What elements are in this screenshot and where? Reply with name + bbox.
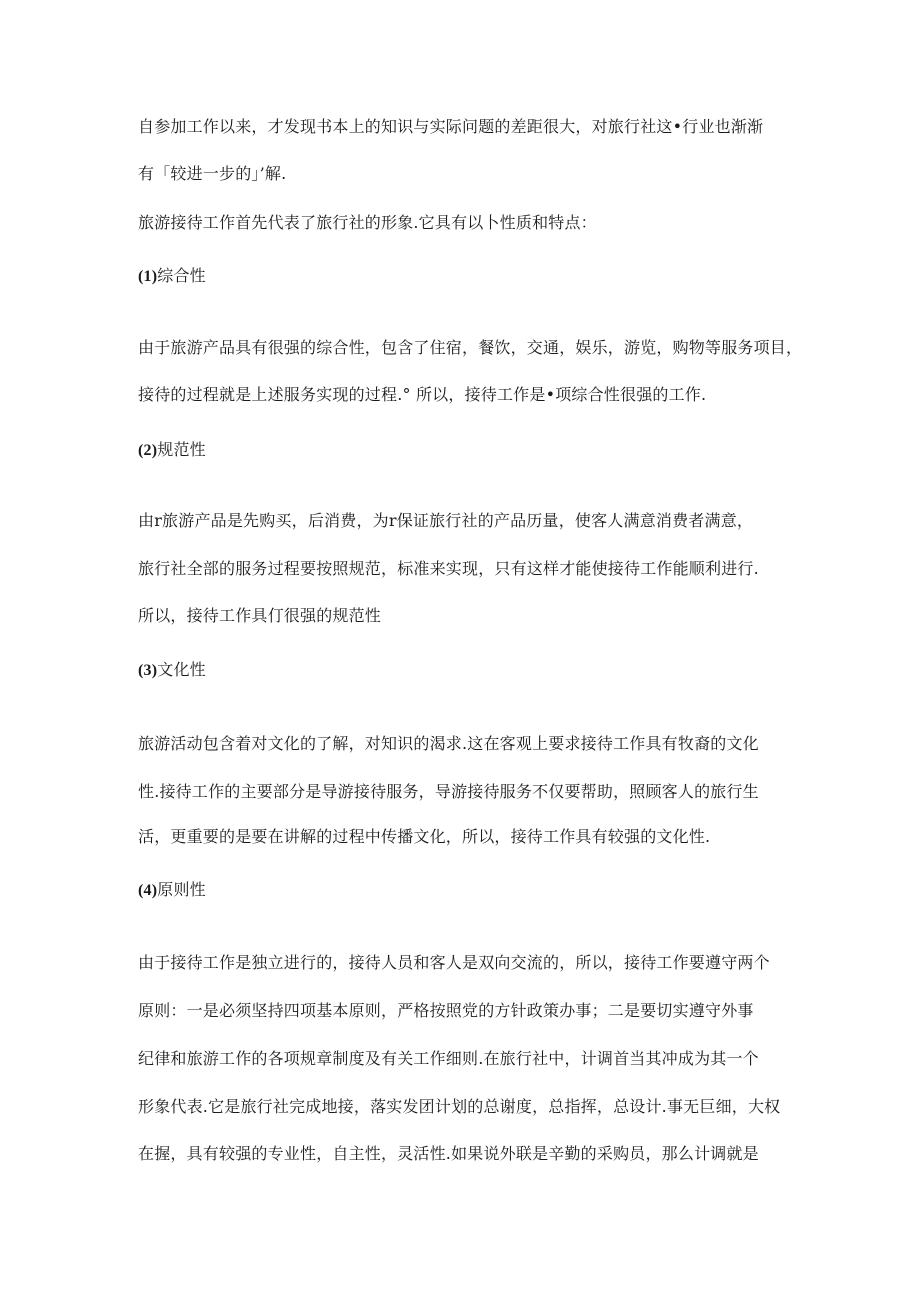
section-number: (2) — [138, 442, 158, 459]
paragraph-line: 形象代表.它是旅行社完成地接，落实发团计划的总谢度，总指挥，总设计.事无巨细，大权 — [138, 1097, 781, 1116]
section-number: (3) — [138, 662, 158, 679]
section-title: 原则性 — [157, 880, 206, 899]
paragraph-line: 在握，具有较强的专业性，自主性，灵活性.如果说外联是辛勤的采购员，那么计调就是 — [138, 1144, 759, 1163]
paragraph-line: 纪律和旅游工作的各项规章制度及有关工作细则.在旅行社中，计调首当其冲成为其一个 — [138, 1049, 759, 1068]
paragraph-line: 旅游接待工作首先代表了旅行社的形象.它具有以卜性质和特点： — [138, 213, 597, 232]
section-heading — [138, 440, 206, 461]
paragraph-line: 自参加工作以来，才发现书本上的知识与实际问题的差距很大，对旅行社这•行业也渐渐 — [138, 117, 764, 136]
section-number: (1) — [138, 268, 158, 285]
paragraph-line: 由于旅游产品具有很强的综合性，包含了住宿，餐饮，交通，娱乐，游览，购物等服务项目， — [138, 338, 803, 357]
section-heading — [138, 660, 206, 681]
paragraph-line: 由r旅游产品是先购买，后消费，为r保证旅行社的产品历量，使客人满意消费者满意， — [138, 511, 754, 530]
section-title: 综合性 — [157, 266, 206, 285]
section-title: 规范性 — [157, 440, 206, 459]
section-title: 文化性 — [157, 660, 206, 679]
paragraph-line: 由于接待工作是独立进行的，接待人员和客人是双向交流的，所以，接待工作要遵守两个 — [138, 953, 770, 972]
paragraph-line: 原则：一是必须坚持四项基本原则，严格按照党的方针政策办事；二是要切实遵守外事 — [138, 1001, 754, 1020]
paragraph-line: 旅行社全部的服务过程要按照规范，标准来实现，只有这样才能使接待工作能顺利进行. — [138, 559, 759, 578]
paragraph-line: 活，更重要的是要在讲解的过程中传播文化，所以，接待工作具有较强的文化性. — [138, 827, 711, 846]
section-heading — [138, 266, 206, 287]
section-heading — [138, 880, 206, 901]
section-number: (4) — [138, 882, 158, 899]
paragraph-line: 所以，接待工作具仃很强的规范性 — [138, 606, 382, 625]
paragraph-line: 接待的过程就是上述服务实现的过程.° 所以，接待工作是•项综合性很强的工作. — [138, 385, 707, 404]
paragraph-line: 有「较进一步的」’解. — [138, 164, 287, 183]
paragraph-line: 旅游活动包含着对文化的了解，对知识的渴求.这在客观上要求接待工作具有牧裔的文化 — [138, 734, 759, 753]
paragraph-line: 性.接待工作的主要部分是导游接待服务，导游接待服务不仅要帮助，照顾客人的旅行生 — [138, 782, 759, 801]
